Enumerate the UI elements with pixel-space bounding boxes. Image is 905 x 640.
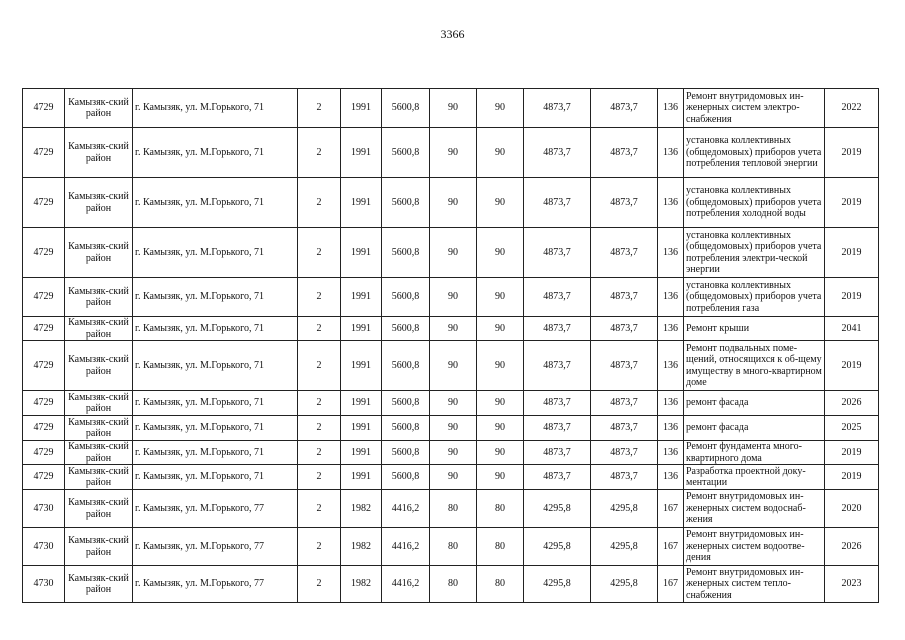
living-area-cell: 4873,7: [591, 416, 658, 441]
living-area-cell: 4295,8: [524, 490, 591, 528]
living-area-cell: 4295,8: [591, 528, 658, 566]
address-cell: г. Камызяк, ул. М.Горького, 77: [133, 566, 298, 603]
value-cell: 90: [477, 465, 524, 490]
table-row: [23, 178, 879, 228]
value-cell: 90: [477, 128, 524, 178]
residents-cell: 136: [658, 465, 684, 490]
deadline-cell: 2019: [825, 228, 879, 278]
row-id-cell: 4729: [23, 317, 65, 341]
address-cell: г. Камызяк, ул. М.Горького, 71: [133, 278, 298, 317]
living-area-cell: 4295,8: [591, 490, 658, 528]
residents-cell: 136: [658, 416, 684, 441]
value-cell: 80: [477, 490, 524, 528]
value-cell: 90: [477, 89, 524, 128]
living-area-cell: 4873,7: [524, 391, 591, 416]
table-row: [23, 490, 879, 528]
living-area-cell: 4873,7: [524, 178, 591, 228]
floors-cell: 2: [298, 178, 341, 228]
work-type-cell: установка коллективных (общедомовых) приборов учета потребления электри-ческой энергии: [684, 228, 825, 278]
deadline-cell: 2019: [825, 128, 879, 178]
row-id-cell: 4729: [23, 278, 65, 317]
table-body: [23, 89, 879, 603]
deadline-cell: 2019: [825, 441, 879, 465]
living-area-cell: 4295,8: [524, 566, 591, 603]
floors-cell: 2: [298, 490, 341, 528]
total-area-cell: 5600,8: [382, 178, 430, 228]
living-area-cell: 4873,7: [524, 89, 591, 128]
deadline-cell: 2020: [825, 490, 879, 528]
address-cell: г. Камызяк, ул. М.Горького, 77: [133, 490, 298, 528]
work-type-cell: Ремонт внутридомовых ин-женерных систем электро-снабжения: [684, 89, 825, 128]
living-area-cell: 4873,7: [524, 278, 591, 317]
living-area-cell: 4873,7: [591, 391, 658, 416]
address-cell: г. Камызяк, ул. М.Горького, 71: [133, 416, 298, 441]
residents-cell: 136: [658, 89, 684, 128]
deadline-cell: 2026: [825, 391, 879, 416]
district-cell: Камызяк-ский район: [65, 465, 133, 490]
value-cell: 90: [430, 128, 477, 178]
living-area-cell: 4873,7: [524, 228, 591, 278]
page-number: 3366: [440, 27, 465, 41]
value-cell: 80: [477, 528, 524, 566]
district-cell: Камызяк-ский район: [65, 490, 133, 528]
value-cell: 90: [477, 228, 524, 278]
address-cell: г. Камызяк, ул. М.Горького, 71: [133, 317, 298, 341]
district-cell: Камызяк-ский район: [65, 566, 133, 603]
work-type-cell: ремонт фасада: [684, 416, 825, 441]
table-row: [23, 278, 879, 317]
value-cell: 90: [477, 178, 524, 228]
total-area-cell: 5600,8: [382, 416, 430, 441]
value-cell: 80: [430, 566, 477, 603]
year-cell: 1991: [341, 341, 382, 391]
residents-cell: 136: [658, 228, 684, 278]
total-area-cell: 5600,8: [382, 89, 430, 128]
living-area-cell: 4873,7: [591, 228, 658, 278]
floors-cell: 2: [298, 465, 341, 490]
floors-cell: 2: [298, 341, 341, 391]
value-cell: 90: [477, 341, 524, 391]
year-cell: 1991: [341, 89, 382, 128]
residents-cell: 136: [658, 391, 684, 416]
row-id-cell: 4729: [23, 391, 65, 416]
value-cell: 90: [430, 278, 477, 317]
total-area-cell: 5600,8: [382, 278, 430, 317]
deadline-cell: 2025: [825, 416, 879, 441]
deadline-cell: 2019: [825, 341, 879, 391]
residents-cell: 136: [658, 128, 684, 178]
row-id-cell: 4729: [23, 416, 65, 441]
value-cell: 90: [430, 341, 477, 391]
value-cell: 90: [430, 89, 477, 128]
living-area-cell: 4873,7: [524, 465, 591, 490]
district-cell: Камызяк-ский район: [65, 341, 133, 391]
living-area-cell: 4295,8: [591, 566, 658, 603]
work-type-cell: Ремонт внутридомовых ин-женерных систем водоснаб-жения: [684, 490, 825, 528]
year-cell: 1982: [341, 528, 382, 566]
address-cell: г. Камызяк, ул. М.Горького, 71: [133, 178, 298, 228]
total-area-cell: 5600,8: [382, 465, 430, 490]
value-cell: 80: [430, 490, 477, 528]
row-id-cell: 4730: [23, 566, 65, 603]
floors-cell: 2: [298, 128, 341, 178]
work-type-cell: Ремонт внутридомовых ин-женерных систем тепло-снабжения: [684, 566, 825, 603]
address-cell: г. Камызяк, ул. М.Горького, 71: [133, 465, 298, 490]
work-type-cell: ремонт фасада: [684, 391, 825, 416]
row-id-cell: 4730: [23, 490, 65, 528]
value-cell: 90: [430, 416, 477, 441]
table-row: [23, 528, 879, 566]
deadline-cell: 2041: [825, 317, 879, 341]
residents-cell: 167: [658, 528, 684, 566]
value-cell: 90: [430, 391, 477, 416]
table-row: [23, 416, 879, 441]
row-id-cell: 4729: [23, 178, 65, 228]
district-cell: Камызяк-ский район: [65, 89, 133, 128]
total-area-cell: 4416,2: [382, 490, 430, 528]
value-cell: 90: [477, 441, 524, 465]
work-type-cell: Ремонт внутридомовых ин-женерных систем водоотве-дения: [684, 528, 825, 566]
living-area-cell: 4873,7: [591, 89, 658, 128]
living-area-cell: 4873,7: [591, 278, 658, 317]
living-area-cell: 4873,7: [524, 416, 591, 441]
district-cell: Камызяк-ский район: [65, 528, 133, 566]
value-cell: 90: [477, 416, 524, 441]
total-area-cell: 5600,8: [382, 391, 430, 416]
row-id-cell: 4729: [23, 341, 65, 391]
district-cell: Камызяк-ский район: [65, 391, 133, 416]
table-row: [23, 228, 879, 278]
deadline-cell: 2026: [825, 528, 879, 566]
value-cell: 90: [430, 465, 477, 490]
work-type-cell: Разработка проектной доку-ментации: [684, 465, 825, 490]
year-cell: 1991: [341, 391, 382, 416]
deadline-cell: 2019: [825, 278, 879, 317]
district-cell: Камызяк-ский район: [65, 278, 133, 317]
district-cell: Камызяк-ский район: [65, 228, 133, 278]
deadline-cell: 2019: [825, 178, 879, 228]
total-area-cell: 5600,8: [382, 441, 430, 465]
year-cell: 1991: [341, 317, 382, 341]
row-id-cell: 4729: [23, 441, 65, 465]
year-cell: 1991: [341, 441, 382, 465]
floors-cell: 2: [298, 391, 341, 416]
address-cell: г. Камызяк, ул. М.Горького, 77: [133, 528, 298, 566]
work-type-cell: установка коллективных (общедомовых) приборов учета потребления холодной воды: [684, 178, 825, 228]
year-cell: 1982: [341, 566, 382, 603]
address-cell: г. Камызяк, ул. М.Горького, 71: [133, 89, 298, 128]
floors-cell: 2: [298, 416, 341, 441]
value-cell: 80: [430, 528, 477, 566]
residents-cell: 136: [658, 317, 684, 341]
deadline-cell: 2023: [825, 566, 879, 603]
work-type-cell: Ремонт фундамента много-квартирного дома: [684, 441, 825, 465]
district-cell: Камызяк-ский район: [65, 416, 133, 441]
residents-cell: 136: [658, 278, 684, 317]
year-cell: 1991: [341, 128, 382, 178]
living-area-cell: 4873,7: [591, 178, 658, 228]
living-area-cell: 4873,7: [591, 441, 658, 465]
residents-cell: 136: [658, 341, 684, 391]
total-area-cell: 5600,8: [382, 341, 430, 391]
floors-cell: 2: [298, 317, 341, 341]
district-cell: Камызяк-ский район: [65, 178, 133, 228]
value-cell: 90: [430, 178, 477, 228]
table-row: [23, 566, 879, 603]
district-cell: Камызяк-ский район: [65, 317, 133, 341]
table-row: [23, 341, 879, 391]
living-area-cell: 4873,7: [591, 128, 658, 178]
year-cell: 1991: [341, 416, 382, 441]
residents-cell: 136: [658, 441, 684, 465]
living-area-cell: 4873,7: [524, 128, 591, 178]
year-cell: 1991: [341, 465, 382, 490]
table-row: [23, 317, 879, 341]
year-cell: 1982: [341, 490, 382, 528]
floors-cell: 2: [298, 278, 341, 317]
total-area-cell: 5600,8: [382, 317, 430, 341]
year-cell: 1991: [341, 228, 382, 278]
district-cell: Камызяк-ский район: [65, 441, 133, 465]
living-area-cell: 4873,7: [524, 441, 591, 465]
floors-cell: 2: [298, 89, 341, 128]
living-area-cell: 4873,7: [591, 341, 658, 391]
work-type-cell: Ремонт крыши: [684, 317, 825, 341]
year-cell: 1991: [341, 278, 382, 317]
total-area-cell: 5600,8: [382, 228, 430, 278]
row-id-cell: 4729: [23, 465, 65, 490]
row-id-cell: 4729: [23, 228, 65, 278]
row-id-cell: 4729: [23, 128, 65, 178]
floors-cell: 2: [298, 441, 341, 465]
floors-cell: 2: [298, 228, 341, 278]
table-row: [23, 391, 879, 416]
deadline-cell: 2019: [825, 465, 879, 490]
living-area-cell: 4873,7: [591, 465, 658, 490]
value-cell: 90: [430, 441, 477, 465]
residents-cell: 136: [658, 178, 684, 228]
total-area-cell: 4416,2: [382, 566, 430, 603]
address-cell: г. Камызяк, ул. М.Горького, 71: [133, 391, 298, 416]
year-cell: 1991: [341, 178, 382, 228]
address-cell: г. Камызяк, ул. М.Горького, 71: [133, 341, 298, 391]
value-cell: 90: [477, 391, 524, 416]
work-type-cell: Ремонт подвальных поме-щений, относящихся к об-щему имуществу в много-квартирном доме: [684, 341, 825, 391]
value-cell: 90: [430, 317, 477, 341]
floors-cell: 2: [298, 528, 341, 566]
living-area-cell: 4295,8: [524, 528, 591, 566]
district-cell: Камызяк-ский район: [65, 128, 133, 178]
table-row: [23, 89, 879, 128]
value-cell: 90: [477, 278, 524, 317]
residents-cell: 167: [658, 490, 684, 528]
residents-cell: 167: [658, 566, 684, 603]
table-row: [23, 441, 879, 465]
table-row: [23, 128, 879, 178]
table-row: [23, 465, 879, 490]
registry-table: [22, 88, 879, 603]
value-cell: 90: [430, 228, 477, 278]
living-area-cell: 4873,7: [591, 317, 658, 341]
floors-cell: 2: [298, 566, 341, 603]
total-area-cell: 4416,2: [382, 528, 430, 566]
address-cell: г. Камызяк, ул. М.Горького, 71: [133, 441, 298, 465]
address-cell: г. Камызяк, ул. М.Горького, 71: [133, 128, 298, 178]
row-id-cell: 4729: [23, 89, 65, 128]
living-area-cell: 4873,7: [524, 317, 591, 341]
value-cell: 90: [477, 317, 524, 341]
deadline-cell: 2022: [825, 89, 879, 128]
work-type-cell: установка коллективных (общедомовых) приборов учета потребления газа: [684, 278, 825, 317]
living-area-cell: 4873,7: [524, 341, 591, 391]
value-cell: 80: [477, 566, 524, 603]
row-id-cell: 4730: [23, 528, 65, 566]
work-type-cell: установка коллективных (общедомовых) приборов учета потребления тепловой энергии: [684, 128, 825, 178]
address-cell: г. Камызяк, ул. М.Горького, 71: [133, 228, 298, 278]
total-area-cell: 5600,8: [382, 128, 430, 178]
